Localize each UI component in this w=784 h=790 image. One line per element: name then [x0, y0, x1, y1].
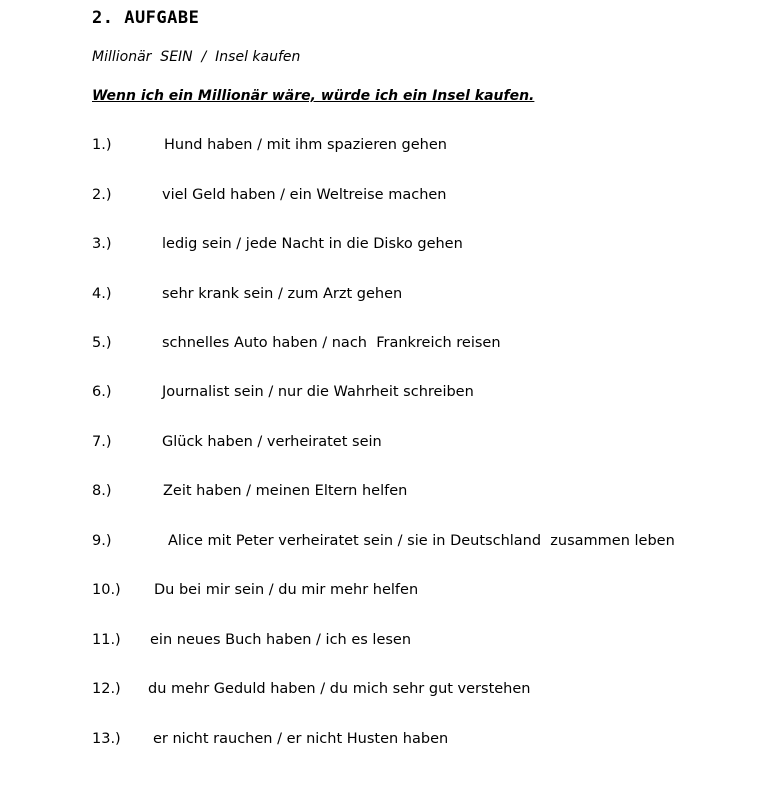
exercise-text: Alice mit Peter verheiratet sein / sie in Deutschland zusammen leben [168, 533, 675, 549]
exercise-text: Du bei mir sein / du mir mehr helfen [154, 582, 419, 598]
exercise-item [0, 137, 784, 157]
exercise-item [0, 286, 784, 306]
exercise-number: 5.) [92, 335, 112, 351]
exercise-item [0, 187, 784, 207]
exercise-number: 6.) [92, 384, 112, 400]
exercise-text: du mehr Geduld haben / du mich sehr gut verstehen [148, 681, 531, 697]
exercise-number: 13.) [92, 731, 121, 747]
exercise-text: Zeit haben / meinen Eltern helfen [163, 483, 408, 499]
exercise-item [0, 434, 784, 454]
exercise-text: ledig sein / jede Nacht in die Disko gehen [162, 236, 463, 252]
exercise-number: 8.) [92, 483, 112, 499]
exercise-item [0, 731, 784, 751]
exercise-number: 9.) [92, 533, 112, 549]
exercise-text: viel Geld haben / ein Weltreise machen [162, 187, 447, 203]
exercise-number: 10.) [92, 582, 121, 598]
exercise-item [0, 236, 784, 256]
example-prompt: Millionär SEIN / Insel kaufen [92, 49, 301, 65]
exercise-text: schnelles Auto haben / nach Frankreich reisen [162, 335, 501, 351]
exercise-text: Glück haben / verheiratet sein [162, 434, 382, 450]
exercise-item [0, 681, 784, 701]
exercise-item [0, 384, 784, 404]
exercise-text: sehr krank sein / zum Arzt gehen [162, 286, 403, 302]
example-answer: Wenn ich ein Millionär wäre, würde ich ein Insel kaufen. [92, 88, 535, 104]
exercise-item [0, 483, 784, 503]
exercise-number: 4.) [92, 286, 112, 302]
exercise-number: 3.) [92, 236, 112, 252]
exercise-number: 1.) [92, 137, 112, 153]
exercise-text: Journalist sein / nur die Wahrheit schreiben [162, 384, 474, 400]
exercise-item [0, 632, 784, 652]
exercise-item [0, 335, 784, 355]
exercise-item [0, 533, 784, 553]
exercise-heading: 2. AUFGABE [92, 8, 200, 28]
exercise-text: Hund haben / mit ihm spazieren gehen [164, 137, 447, 153]
exercise-text: er nicht rauchen / er nicht Husten haben [153, 731, 449, 747]
exercise-number: 7.) [92, 434, 112, 450]
exercise-number: 12.) [92, 681, 121, 697]
exercise-item [0, 582, 784, 602]
exercise-text: ein neues Buch haben / ich es lesen [150, 632, 412, 648]
exercise-number: 2.) [92, 187, 112, 203]
exercise-number: 11.) [92, 632, 121, 648]
